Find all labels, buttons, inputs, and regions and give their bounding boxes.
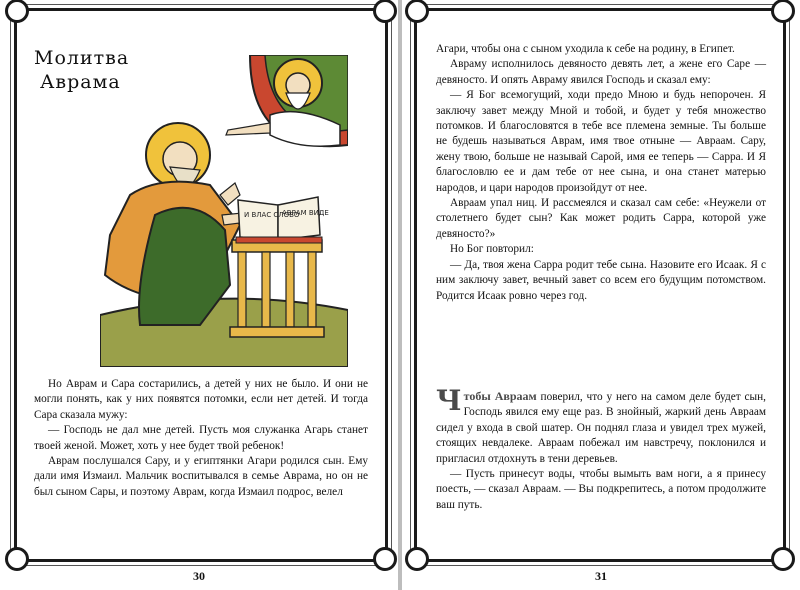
paragraph: Но Аврам и Сара состарились, а детей у них не было. И они не могли понять, как у них появятся потомки, если нет детей. И тогда Сара сказала мужу: bbox=[34, 378, 368, 421]
title-line: Аврама bbox=[40, 71, 121, 93]
paragraph: Аврам послушался Сару, и у египтянки Агари родился сын. Ему дали имя Измаил. Мальчик воспитывался в семье Аврама, но он не был сыном Сары, и поэтому Аврам, когда Измаил подрос, велел bbox=[34, 455, 368, 498]
ornament-corner bbox=[405, 547, 429, 571]
page-number: 30 bbox=[193, 569, 205, 583]
ornament-corner bbox=[373, 547, 397, 571]
book-inscription: И ВЛАС СЛОВО bbox=[244, 211, 300, 219]
paragraph: — Пусть принесут воды, чтобы вымыть вам ноги, а я принесу поесть, — сказал Авраам. — Вы подкрепитесь, а потом продолжите ваш путь. bbox=[436, 468, 766, 511]
right-page-text-bottom bbox=[436, 384, 766, 513]
ornament-corner bbox=[373, 0, 397, 23]
right-page-text-top bbox=[436, 42, 766, 304]
ornament-corner bbox=[405, 0, 429, 23]
title-line: Молитва bbox=[34, 47, 130, 69]
book-inscription: АВРАМ ВИДЕ bbox=[282, 209, 329, 217]
ornament-corner bbox=[771, 0, 795, 23]
paragraph: Но Бог повторил: bbox=[450, 243, 534, 256]
open-book bbox=[238, 200, 278, 240]
ornament-corner bbox=[771, 547, 795, 571]
paragraph: — Да, твоя жена Сарра родит тебе сына. Назовите его Исаак. Я с ним заключу завет, вечный завет со всем его будущим потомством. Родится Исаак ровно через год. bbox=[436, 258, 766, 302]
paragraph: Авраму исполнилось девяносто девять лет, а жене его Саре — девяносто. И опять Авраму явился Господь и сказал ему: bbox=[436, 58, 766, 86]
paragraph: Авраам упал ниц. И рассмеялся и сказал сам себе: «Неужели от столетнего будет сын? Как может родить Сарра, которой уже девяносто?» bbox=[436, 197, 766, 240]
left-page-text bbox=[34, 377, 368, 500]
drop-cap: Ч bbox=[436, 384, 462, 417]
paragraph-rest: поверил, что у него на самом деле будет сын, Господь явился ему еще раз. В знойный, жаркий день Авраам сидел у входа в свой шатер. Он поднял глаза и увидел трех мужей, стоящих невдалеке. Авраам побежал им навстречу, поклонился и пригласил отдохнуть в тени деревьев. bbox=[436, 391, 766, 465]
right-page bbox=[402, 0, 800, 590]
paragraph bbox=[436, 384, 766, 467]
paragraph: — Господь не дал мне детей. Пусть моя служанка Агарь станет твоей женой. Может, хоть у нее будет твой ребенок! bbox=[34, 424, 368, 452]
god-hand bbox=[226, 123, 270, 135]
left-page bbox=[0, 0, 398, 590]
ornament-corner bbox=[5, 0, 29, 23]
abram-prayer-illustration bbox=[100, 55, 348, 367]
paragraph: Агари, чтобы она с сыном уходила к себе на родину, в Египет. bbox=[436, 43, 735, 55]
page-number: 31 bbox=[595, 569, 607, 583]
ornament-corner bbox=[5, 547, 29, 571]
lead-words: тобы Авраам bbox=[463, 389, 537, 403]
paragraph: — Я Бог всемогущий, ходи предо Мною и будь непорочен. Я заключу завет между Мной и тобой, и будет у тебя множество потомков. И благословятся в тебе все племена земные. Ты больше не будешь называться Аврам, имя твое отныне — Авраам. Сару, жену твою, больше не называй Сарой, имя ее теперь — Сарра. И Я благословлю ее и дам тебе от нее сына, и она станет матерью народов, и цари народов произойдут от нее. bbox=[436, 89, 766, 194]
